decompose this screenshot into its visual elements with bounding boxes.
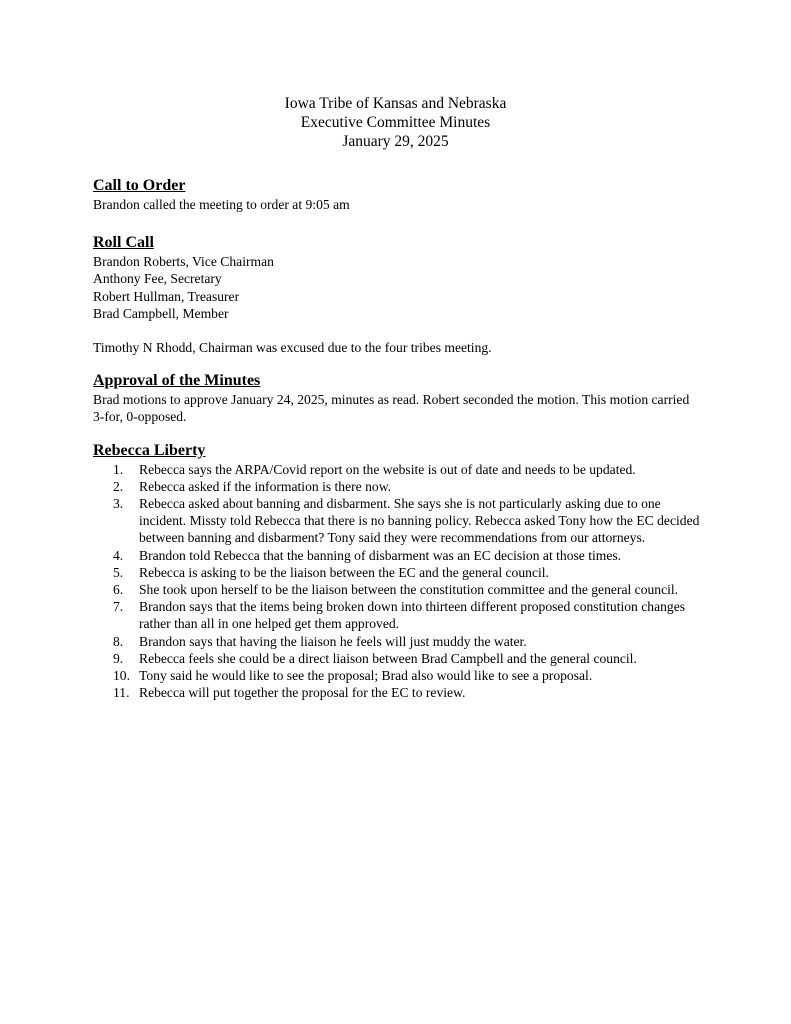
list-item <box>93 650 703 667</box>
list-item <box>93 581 703 598</box>
rebecca-items-list <box>93 461 703 702</box>
list-item-text: Rebecca says the ARPA/Covid report on the website is out of date and needs to be updated. <box>139 461 636 477</box>
list-item-text: Rebecca feels she could be a direct liaison between Brad Campbell and the general council. <box>139 650 637 666</box>
document-body <box>93 176 703 701</box>
list-item-text: Brandon says that the items being broken down into thirteen different proposed constitution changes rather than all in one helped get them approved. <box>139 599 686 632</box>
list-item-text: Tony said he would like to see the proposal; Brad also would like to see a proposal. <box>139 668 593 684</box>
list-item-number: 4. <box>113 547 124 563</box>
list-item-number: 5. <box>113 564 124 580</box>
list-item <box>93 495 703 547</box>
list-item-text: Rebecca will put together the proposal for the EC to review. <box>139 685 466 701</box>
document-title: Executive Committee Minutes <box>300 114 491 131</box>
approval-text: Brad motions to approve January 24, 2025, minutes as read. Robert seconded the motion. This motion carried 3-for, 0-opposed. <box>93 392 690 425</box>
list-item-number: 10. <box>113 668 130 684</box>
section-call-to-order <box>93 176 703 213</box>
section-rebecca-liberty <box>93 441 703 702</box>
list-item-number: 11. <box>113 685 130 701</box>
list-item <box>93 461 703 478</box>
roll-call-member: Brandon Roberts, Vice Chairman <box>93 254 274 270</box>
list-item <box>93 547 703 564</box>
list-item-text: Rebecca asked if the information is there now. <box>139 478 392 494</box>
section-title-approval: Approval of the Minutes <box>93 372 261 390</box>
list-item <box>93 478 703 495</box>
section-approval-of-minutes <box>93 371 703 425</box>
list-item-text: Brandon says that having the liaison he feels will just muddy the water. <box>139 633 527 649</box>
list-item-text: Rebecca asked about banning and disbarment. She says she is not particularly asking due to one incident. Missty told Rebecca that there is no banning policy. Rebecca asked Tony how the EC decided between banning and disbarment? Tony said they were recommendations from our attorneys. <box>139 496 700 546</box>
list-item-number: 9. <box>113 650 124 666</box>
list-item-number: 7. <box>113 599 124 615</box>
list-item-text: Rebecca is asking to be the liaison between the EC and the general council. <box>139 564 549 580</box>
roll-call-excused: Timothy N Rhodd, Chairman was excused due to the four tribes meeting. <box>93 340 492 356</box>
section-title-call-to-order: Call to Order <box>93 177 186 194</box>
list-item <box>93 684 703 701</box>
roll-call-member: Anthony Fee, Secretary <box>93 271 222 287</box>
call-to-order-text: Brandon called the meeting to order at 9:05 am <box>93 197 350 212</box>
list-item-number: 2. <box>113 478 124 494</box>
meeting-date: January 29, 2025 <box>342 133 449 150</box>
list-item-number: 6. <box>113 582 124 598</box>
list-item-number: 1. <box>113 461 124 477</box>
list-item <box>93 667 703 684</box>
section-roll-call <box>93 233 703 356</box>
roll-call-member: Brad Campbell, Member <box>93 305 229 321</box>
list-item-text: Brandon told Rebecca that the banning of disbarment was an EC decision at those times. <box>139 547 622 563</box>
list-item <box>93 564 703 581</box>
document-header <box>0 94 791 151</box>
roll-call-member: Robert Hullman, Treasurer <box>93 288 240 304</box>
list-item <box>93 633 703 650</box>
list-item-number: 8. <box>113 633 124 649</box>
list-item-text: She took upon herself to be the liaison between the constitution committee and the general council. <box>139 582 679 598</box>
list-item-number: 3. <box>113 496 124 512</box>
section-title-rebecca-liberty: Rebecca Liberty <box>93 441 206 459</box>
list-item <box>93 598 703 632</box>
organization-name: Iowa Tribe of Kansas and Nebraska <box>284 95 507 112</box>
section-title-roll-call: Roll Call <box>93 234 154 252</box>
